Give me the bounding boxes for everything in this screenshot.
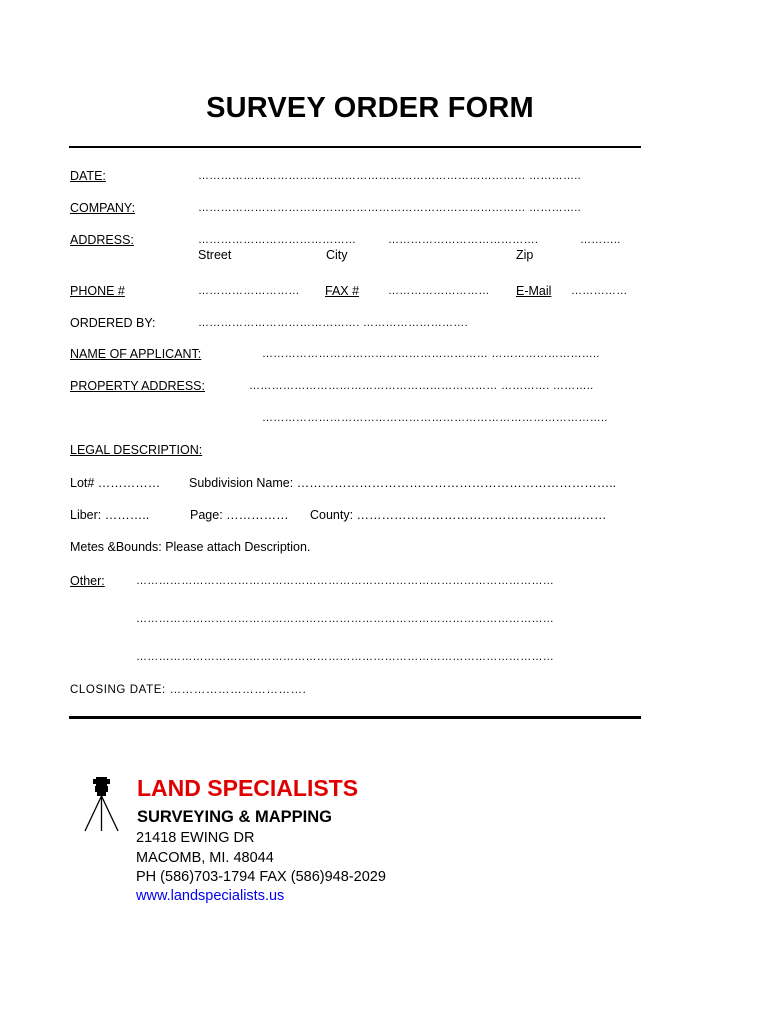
property-address-field-2[interactable]: ………………………………………………………………………………..	[262, 412, 608, 424]
address-label: ADDRESS:	[70, 233, 134, 247]
other-field-1[interactable]: …………………………………………………………………………………………………	[136, 575, 555, 587]
company-slogan: SURVEYING & MAPPING	[137, 808, 332, 826]
city-caption: City	[326, 248, 348, 262]
other-field-2[interactable]: …………………………………………………………………………………………………	[136, 613, 555, 625]
top-divider	[69, 146, 641, 148]
fax-label: FAX #	[325, 284, 360, 298]
applicant-label: NAME OF APPLICANT:	[70, 347, 202, 361]
company-name: LAND SPECIALISTS	[137, 775, 359, 801]
form-title: SURVEY ORDER FORM	[206, 92, 534, 124]
applicant-field[interactable]: …………………………………………………… ………………………..	[262, 348, 600, 360]
other-field-3[interactable]: …………………………………………………………………………………………………	[136, 651, 555, 663]
phone-label: PHONE #	[70, 284, 125, 298]
bottom-divider	[69, 716, 641, 719]
website-link[interactable]: www.landspecialists.us	[136, 888, 285, 904]
zip-caption: Zip	[516, 248, 534, 262]
address-line-1: 21418 EWING DR	[136, 830, 255, 846]
company-label: COMPANY:	[70, 201, 136, 215]
email-field[interactable]: ……………	[571, 285, 628, 297]
subdivision-field[interactable]: Subdivision Name: …………………………………………………………………..	[189, 476, 617, 490]
ordered-by-label: ORDERED BY:	[70, 316, 156, 330]
phone-fax-line: PH (586)703-1794 FAX (586)948-2029	[136, 869, 386, 885]
closing-date-field[interactable]: CLOSING DATE: …………………………….	[70, 684, 307, 696]
legal-description-label: LEGAL DESCRIPTION:	[70, 443, 203, 457]
address-street-field[interactable]: ……………………………………	[198, 234, 357, 246]
street-caption: Street	[198, 248, 232, 262]
date-field[interactable]: …………………………………………………………………………… …………..	[198, 170, 581, 182]
date-label: DATE:	[70, 169, 106, 183]
phone-field[interactable]: ………………………	[198, 285, 300, 297]
liber-field[interactable]: Liber: ………..	[70, 508, 150, 522]
address-city-field[interactable]: ………………………………….	[388, 234, 539, 246]
ordered-by-field[interactable]: ……………………………………. ……………………….	[198, 317, 468, 329]
page-field[interactable]: Page: ……………	[190, 508, 289, 522]
lot-field[interactable]: Lot# ……………	[70, 476, 161, 490]
metes-bounds-note: Metes &Bounds: Please attach Description.	[70, 540, 311, 554]
property-address-label: PROPERTY ADDRESS:	[70, 379, 205, 393]
other-label: Other:	[70, 574, 105, 588]
address-zip-field[interactable]: ………..	[580, 234, 621, 246]
address-line-2: MACOMB, MI. 48044	[136, 850, 274, 866]
property-address-field[interactable]: ………………………………………………………… …………. ………..	[249, 380, 594, 392]
company-field[interactable]: …………………………………………………………………………… …………..	[198, 202, 581, 214]
surveying-tripod-icon	[82, 775, 122, 838]
email-label: E-Mail	[516, 284, 552, 298]
fax-field[interactable]: ………………………	[388, 285, 490, 297]
county-field[interactable]: County: ……………………………………………………	[310, 508, 607, 522]
